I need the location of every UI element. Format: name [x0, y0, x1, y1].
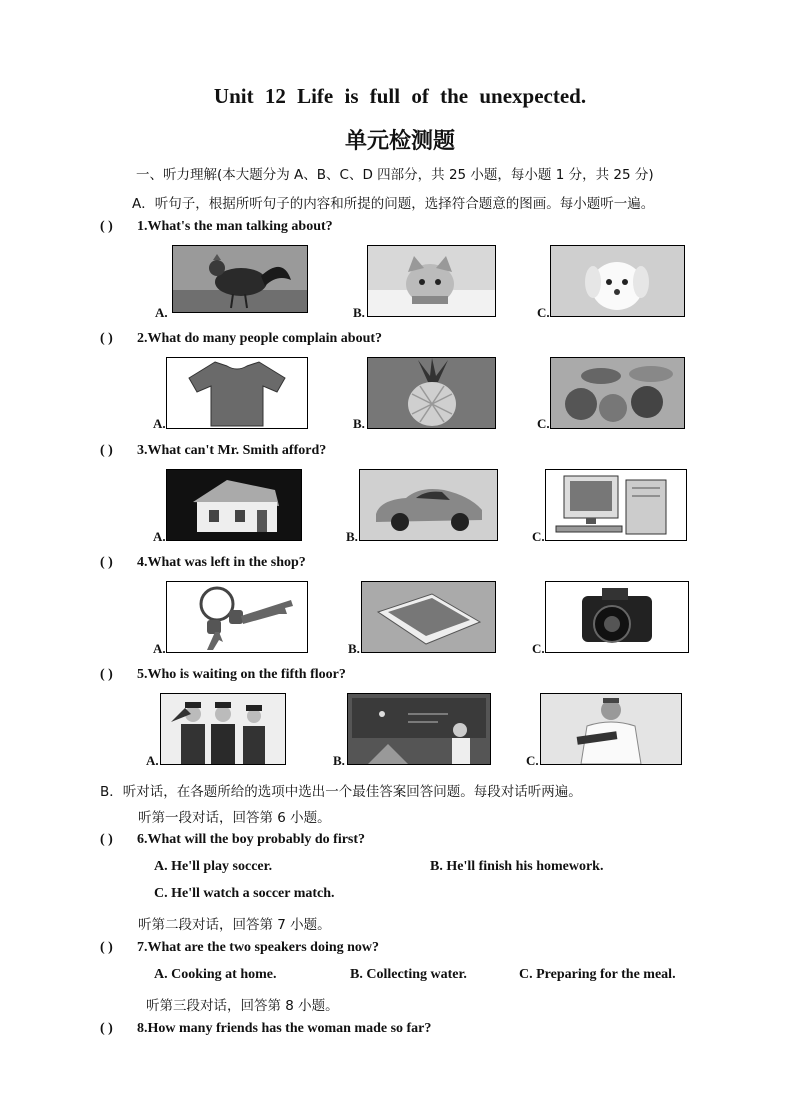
question-3: 3.What can't Mr. Smith afford?: [137, 443, 327, 458]
answer-blank[interactable]: ( ): [100, 940, 113, 955]
kitten-icon[interactable]: [367, 245, 496, 317]
option-a-label: A.: [153, 529, 166, 544]
question-1: 1.What's the man talking about?: [137, 219, 333, 234]
option-a-label: A.: [155, 305, 168, 320]
answer-blank[interactable]: ( ): [100, 667, 113, 682]
computer-icon[interactable]: [545, 469, 687, 541]
answer-blank[interactable]: ( ): [100, 1021, 113, 1036]
rooster-icon[interactable]: [172, 245, 308, 313]
question-2: 2.What do many people complain about?: [137, 331, 383, 346]
q6-option-c[interactable]: C. He'll watch a soccer match.: [154, 886, 335, 901]
page-title: Unit 12 Life is full of the unexpected.: [213, 84, 587, 108]
dialog-2-instruction: 听第二段对话，回答第 7 小题。: [138, 917, 331, 933]
q6-option-b[interactable]: B. He'll finish his homework.: [430, 859, 604, 874]
answer-blank[interactable]: ( ): [100, 443, 113, 458]
camera-icon[interactable]: [545, 581, 689, 653]
option-a-label: A.: [146, 753, 159, 768]
q7-option-c[interactable]: C. Preparing for the meal.: [519, 967, 676, 982]
option-c-label: C.: [537, 305, 550, 320]
answer-blank[interactable]: ( ): [100, 219, 113, 234]
doctor-icon[interactable]: [540, 693, 682, 765]
question-4: 4.What was left in the shop?: [137, 555, 306, 570]
house-icon[interactable]: [166, 469, 302, 541]
option-b-label: B.: [353, 305, 365, 320]
teacher-icon[interactable]: [347, 693, 491, 765]
puppy-icon[interactable]: [550, 245, 685, 317]
dialog-3-instruction: 听第三段对话，回答第 8 小题。: [146, 998, 339, 1014]
option-c-label: C.: [537, 416, 550, 431]
option-c-label: C.: [532, 641, 545, 656]
option-a-label: A.: [153, 641, 166, 656]
vegetables-icon[interactable]: [550, 357, 685, 429]
answer-blank[interactable]: ( ): [100, 555, 113, 570]
section-heading: 一、听力理解(本大题分为 A、B、C、D 四部分，共 25 小题，每小题 1 分，共 25 分): [136, 167, 654, 183]
q7-option-a[interactable]: A. Cooking at home.: [154, 967, 277, 982]
option-a-label: A.: [153, 416, 166, 431]
q6-option-a[interactable]: A. He'll play soccer.: [154, 859, 273, 874]
option-b-label: B.: [353, 416, 365, 431]
question-5: 5.Who is waiting on the fifth floor?: [137, 667, 346, 682]
part-b-instructions: B．听对话，在各题所给的选项中选出一个最佳答案回答问题。每段对话听两遍。: [100, 784, 582, 800]
pineapple-icon[interactable]: [367, 357, 496, 429]
option-c-label: C.: [532, 529, 545, 544]
answer-blank[interactable]: ( ): [100, 331, 113, 346]
part-a-instructions: A．听句子，根据所听句子的内容和所提的问题，选择符合题意的图画。每小题听一遍。: [132, 196, 655, 212]
wallet-icon[interactable]: [361, 581, 496, 653]
page-subtitle: 单元检测题: [344, 129, 455, 154]
police-officers-icon[interactable]: [160, 693, 286, 765]
question-6: 6.What will the boy probably do first?: [137, 832, 366, 847]
option-b-label: B.: [333, 753, 345, 768]
answer-blank[interactable]: ( ): [100, 832, 113, 847]
option-b-label: B.: [348, 641, 360, 656]
keys-icon[interactable]: [166, 581, 308, 653]
option-c-label: C.: [526, 753, 539, 768]
shirt-icon[interactable]: [166, 357, 308, 429]
dialog-1-instruction: 听第一段对话，回答第 6 小题。: [138, 810, 331, 826]
option-b-label: B.: [346, 529, 358, 544]
car-icon[interactable]: [359, 469, 498, 541]
question-8: 8.How many friends has the woman made so far?: [137, 1021, 432, 1036]
q7-option-b[interactable]: B. Collecting water.: [350, 967, 467, 982]
question-7: 7.What are the two speakers doing now?: [137, 940, 380, 955]
